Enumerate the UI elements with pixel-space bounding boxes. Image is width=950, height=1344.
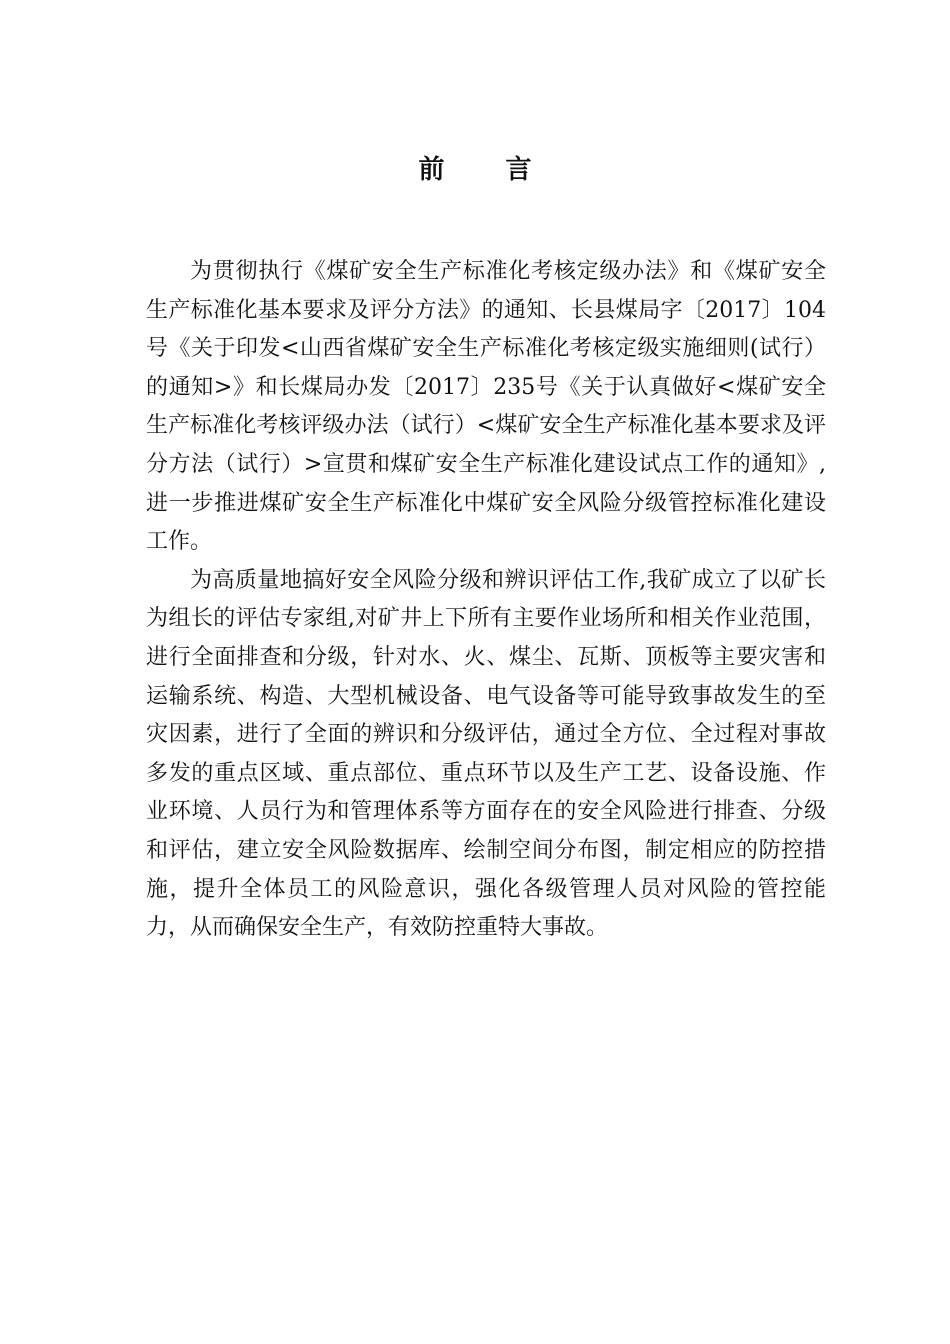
paragraph-2: 为高质量地搞好安全风险分级和辨识评估工作,我矿成立了以矿长为组长的评估专家组,对矿井上下所有主要作业场所和相关作业范围，进行全面排查和分级，针对水、火、煤尘、瓦斯、顶板等主要灾害和运输系统、构造、大型机械设备、电气设备等可能导致事故发生的至灾因素，进行了全面的辨识和分级评估，通过全方位、全过程对事故多发的重点区域、重点部位、重点环节以及生产工艺、设备设施、作业环境、人员行为和管理体系等方面存在的安全风险进行排查、分级和评估，建立安全风险数据库、绘制空间分布图，制定相应的防控措施，提升全体员工的风险意识，强化各级管理人员对风险的管控能力，从而确保安全生产，有效防控重特大事故。 (146, 567, 826, 941)
page-title: 前 言 (418, 155, 558, 185)
document-body (146, 253, 826, 948)
paragraph-1: 为贯彻执行《煤矿安全生产标准化考核定级办法》和《煤矿安全生产标准化基本要求及评分方法》的通知、长县煤局字〔2017〕104号《关于印发<山西省煤矿安全生产标准化考核定级实施细则(试行）的通知>》和长煤局办发〔2017〕235号《关于认真做好<煤矿安全生产标准化考核评级办法（试行）<煤矿安全生产标准化基本要求及评分方法（试行）>宣贯和煤矿安全生产标准化建设试点工作的通知》,进一步推进煤矿安全生产标准化中煤矿安全风险分级管控标准化建设工作。 (146, 259, 826, 555)
